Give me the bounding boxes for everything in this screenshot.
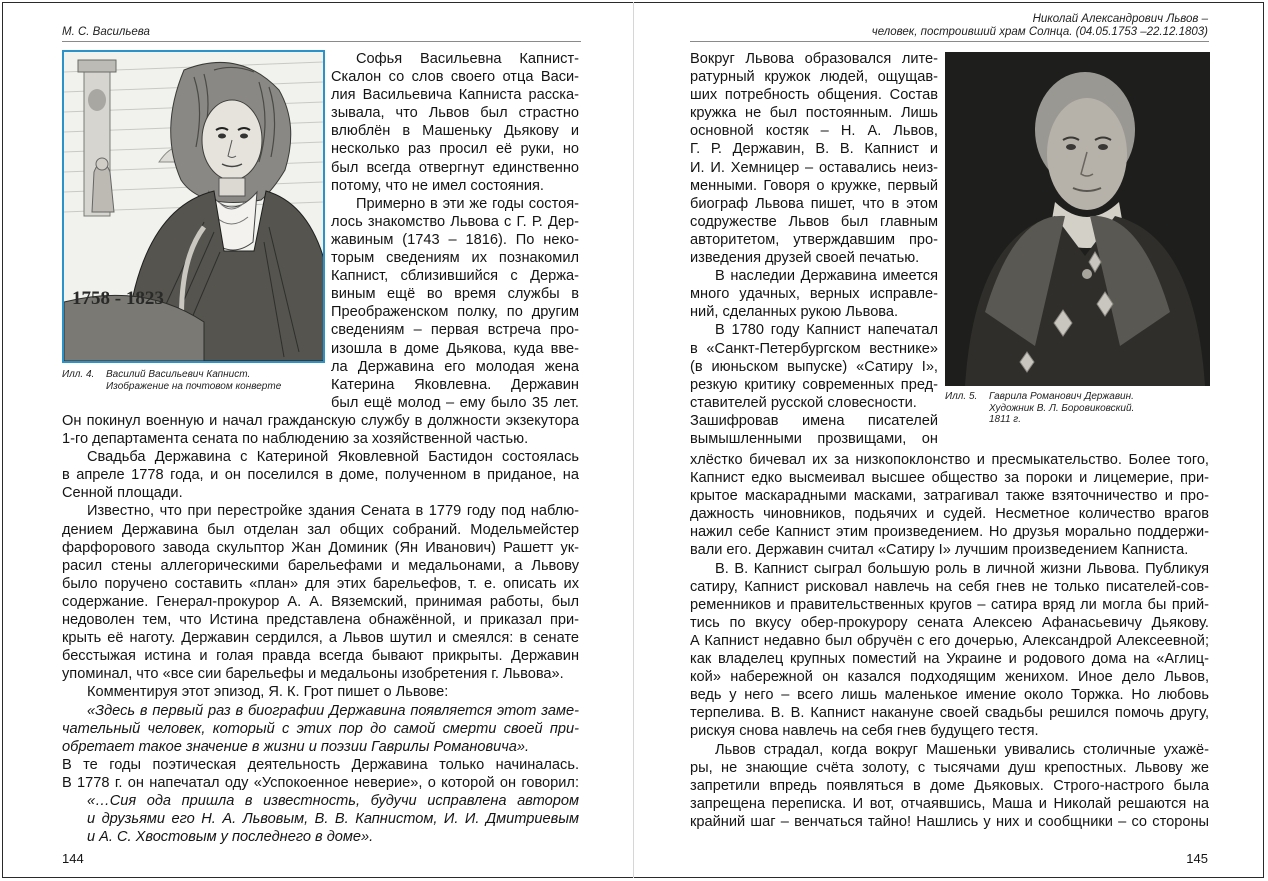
text-line: ших потребность общения. Состав — [690, 87, 938, 104]
text-line: Он покинул военную и начал гражданскую службу в должности экзекутора — [62, 413, 579, 429]
text-line: Скалон со слов своего отца Васи- — [331, 69, 579, 86]
text-line: основной костяк – Н. А. Львов, — [690, 123, 938, 140]
text-line: В. В. Капнист сыграл большую роль в личной жизни Львова. Публикуя — [715, 560, 1209, 577]
text-line: вымышленными прозвищами, он — [690, 430, 938, 447]
text-line: нажил себе Капнист этим произведением. Но друзья морально поддержи- — [690, 524, 1209, 541]
text-line: жавиным (1743 – 1816). По неко- — [331, 231, 579, 248]
text-line: Комментируя этот эпизод, Я. К. Грот пишет о Львове: — [87, 684, 449, 701]
text-line: кой» набережной он казался подходящим женихом. Иное дело Львов, — [690, 669, 1209, 686]
text-line: содружестве Львов был главным — [690, 213, 938, 230]
text-line: И. И. Хемницер – оставались неиз- — [690, 159, 938, 176]
text-line: ний, сделанных рукою Львова. — [690, 304, 899, 321]
text-line: торым сведениям их познакомил — [331, 250, 579, 267]
text-line: А Капнист недавно был обручён с его дочерью, Александрой Алексеевной; — [690, 632, 1209, 649]
text-line: дением Державина был отделан зал общих собраний. Модельмейстер — [62, 521, 579, 538]
text-line: резкую критику современных пред- — [690, 376, 938, 393]
text-line: лось знакомство Львова с Г. Р. Дер- — [331, 213, 579, 230]
right-header-line-1: Николай Александрович Львов – — [1032, 13, 1208, 25]
text-line: Вокруг Львова образовался лите- — [690, 51, 938, 67]
text-line: запрещена переписка. И вот, отчаявшись, Маша и Николай решаются на — [690, 795, 1209, 812]
text-line: вали его. Державин считал «Сатиру I» лучшим произведением Капниста. — [690, 542, 1189, 559]
text-line: терпелива. В. В. Капнист накануне своей свадьбы решился помочь другу, — [690, 705, 1209, 722]
text-line: Софья Васильевна Капнист- — [356, 51, 579, 67]
text-line: фарфорового завода скульптор Жан Доминик (Ян Иванович) Рашетт ук- — [62, 539, 579, 556]
text-line: изошла в доме Дьякова, куда вве- — [331, 340, 579, 357]
derzhavin-caption — [945, 391, 1134, 426]
kapnist-caption-label: Илл. 4. — [62, 369, 95, 380]
left-main-text-block — [62, 412, 579, 846]
text-line: хлёстко бичевал их за низкопоклонство и пресмыкательство. Более того, — [690, 452, 1209, 468]
text-line: крайний шаг – венчаться тайно! Нашлись у них и сообщники – со стороны — [690, 813, 1209, 830]
text-line: Львов страдал, когда вокруг Машеньки увивались столичные ухажё- — [715, 741, 1209, 758]
kapnist-years-stamp: 1758 - 1823 — [72, 288, 164, 309]
text-line: Капнист, сблизившийся с Держа- — [331, 268, 579, 285]
right-header-rule — [690, 41, 1209, 42]
text-line: недоволен тем, что Истина представлена обнажённой, и приказал при- — [62, 612, 579, 629]
text-line: в «Санкт-Петербургском вестнике» — [690, 340, 938, 357]
text-line: кружка не был постоянным. Лишь — [690, 105, 938, 122]
text-line: (в июньском выпуске) «Сатиру I», — [690, 358, 938, 375]
text-line: ременников и правительственных кругов – сатира вряд ли могла бы прий- — [690, 596, 1209, 613]
derzhavin-caption-title: Гаврила Романович Державин. — [989, 391, 1134, 402]
text-line: Примерно в эти же годы состоя- — [356, 195, 579, 212]
text-line: расил стены аллегорическими барельефами и медальонами, а Львову — [62, 557, 579, 574]
book-gutter — [633, 2, 634, 878]
text-line: Свадьба Державина с Катериной Яковлевной Бастидон состоялась — [87, 449, 579, 466]
text-line: бесстыжая истина и голая правда всегда бывают прикрыты. Державин — [62, 648, 579, 665]
left-header-rule — [62, 41, 581, 42]
kapnist-caption-description: Изображение на почтовом конверте — [106, 380, 282, 392]
text-line: менными. Говоря о кружке, первый — [690, 177, 938, 194]
text-line: как владелец крупных поместий на Украине и родового дома на «Аглиц- — [690, 651, 1209, 668]
quote-line: чательный человек, который с этих пор до самой смерти своей при- — [62, 720, 579, 737]
text-line: ры, не знающие счёта золоту, с тысячами душ крепостных. Львову же — [690, 759, 1209, 776]
derzhavin-painting-image — [945, 52, 1210, 386]
text-line: лия Васильевича Капниста расска- — [331, 87, 579, 104]
kapnist-engraving-image — [64, 52, 323, 361]
left-side-text-block — [331, 50, 579, 412]
derzhavin-caption-year: 1811 г. — [989, 414, 1021, 425]
text-line: Г. Р. Державин, В. В. Капнист и — [690, 141, 938, 158]
text-line: много удачных, верных исправле- — [690, 286, 938, 303]
quote-line: и друзьями его Н. А. Львовым, В. В. Капнистом, И. И. Дмитриевым — [87, 811, 579, 828]
text-line: упоминал, что «все сии барельефы и медальоны изобретения г. Львова». — [62, 666, 564, 683]
text-line: ведь у него – всего лишь маленькое имение около Торжка. Но любовь — [690, 687, 1209, 704]
text-line: В те годы поэтическая деятельность Державина только начиналась. — [62, 756, 579, 773]
text-line: Капнист едко высмеивал высшее общество за пороки и лицемерие, при- — [690, 470, 1209, 487]
text-line: зывала, что Львов был страстно — [331, 105, 579, 122]
right-page-number: 145 — [1186, 851, 1208, 866]
derzhavin-caption-label: Илл. 5. — [945, 391, 978, 402]
kapnist-portrait-illustration — [62, 50, 325, 363]
text-line: несколько раз просил её руки, но — [331, 141, 579, 158]
text-line: В 1780 году Капнист напечатал — [715, 322, 938, 339]
text-line: сатиру, Капнист рисковал навлечь на себя гнев не только писателей-сов- — [690, 578, 1209, 595]
left-page-number: 144 — [62, 851, 84, 866]
quote-line: «…Сия ода пришла в известность, будучи исправлена автором — [87, 792, 579, 809]
text-line: Зашифровав имена писателей — [690, 412, 938, 429]
text-line: ставителей русской словесности. — [690, 394, 917, 411]
text-line: крытое маскарадными масками, затрагивал также взяточничество и про- — [690, 488, 1209, 505]
right-running-header — [872, 13, 1208, 39]
right-main-text-block — [690, 451, 1209, 831]
text-line: было поручено составить «план» для этих барельефов, т. е. описать их — [62, 575, 579, 592]
text-line: В 1778 г. он напечатал оду «Успокоенное неверие», о которой он говорил: — [62, 774, 579, 791]
text-line: тись по вкусу обер-прокурору сената Алексею Афанасьевичу Дьякову. — [690, 614, 1209, 631]
text-line: виным ещё во время службы в — [331, 286, 579, 303]
text-line: влюблён в Машеньку Дьякову и — [331, 123, 579, 140]
left-running-header: М. С. Васильева — [62, 26, 150, 38]
derzhavin-portrait-illustration — [945, 52, 1210, 386]
derzhavin-caption-artist: Художник В. Л. Боровиковский. — [989, 402, 1135, 414]
text-line: биограф Львова пишет, что в этом — [690, 195, 938, 212]
text-line: крыть её наготу. Державин сердился, а Львов шутил и смеялся: в сенате — [62, 630, 579, 647]
text-line: Сенной площади. — [62, 485, 183, 502]
text-line: ла Державина его молодая жена — [331, 358, 579, 375]
text-line: ратурный кружок людей, ощущав- — [690, 69, 938, 86]
quote-line: «Здесь в первый раз в биографии Державина появляется этот заме- — [87, 702, 579, 719]
text-line: Преображенском полку, по другим — [331, 304, 579, 321]
quote-line: обретает такое значение в жизни и поэзии Гаврилы Романовича». — [62, 738, 530, 755]
text-line: 1-го департамента сената по наблюдению за хозяйственной частью. — [62, 431, 529, 448]
kapnist-caption-title: Василий Васильевич Капнист. — [106, 369, 251, 380]
text-line: сведениям – первая встреча про- — [331, 322, 579, 339]
text-line: был всегда отвергнут единственно — [331, 159, 579, 176]
text-line: содержание. Генерал-прокурор А. А. Вяземский, принимая работы, был — [62, 593, 579, 610]
quote-line: и А. С. Хвостовым у последнего в доме». — [87, 829, 374, 846]
text-line: потому, что не имел состояния. — [331, 177, 544, 194]
text-line: Известно, что при перестройке здания Сената в 1779 году под наблю- — [87, 503, 579, 520]
text-line: изведения друзей своей печатью. — [690, 250, 920, 267]
right-side-text-block — [690, 50, 938, 448]
text-line: запретили впредь появляться в доме Дьяковых. Строго-настрого была — [690, 777, 1209, 794]
text-line: рискуя снова навлечь на себя гнев будущего тестя. — [690, 723, 1039, 740]
text-line: авторитетом, утверждавшим про- — [690, 231, 938, 248]
text-line: в апреле 1778 года, и он поселился в доме, полученном в приданое, на — [62, 467, 579, 484]
text-line: был ещё молод – ему было 35 лет. — [331, 394, 579, 411]
right-header-line-2: человек, построивший храм Солнца. (04.05.1753 –22.12.1803) — [871, 26, 1208, 38]
text-line: В наследии Державина имеется — [715, 268, 938, 285]
text-line: дажность чиновников, подьячих и судей. Несметное количество врагов — [690, 506, 1209, 523]
text-line: Катерина Яковлевна. Державин — [331, 376, 579, 393]
kapnist-caption — [62, 369, 281, 392]
